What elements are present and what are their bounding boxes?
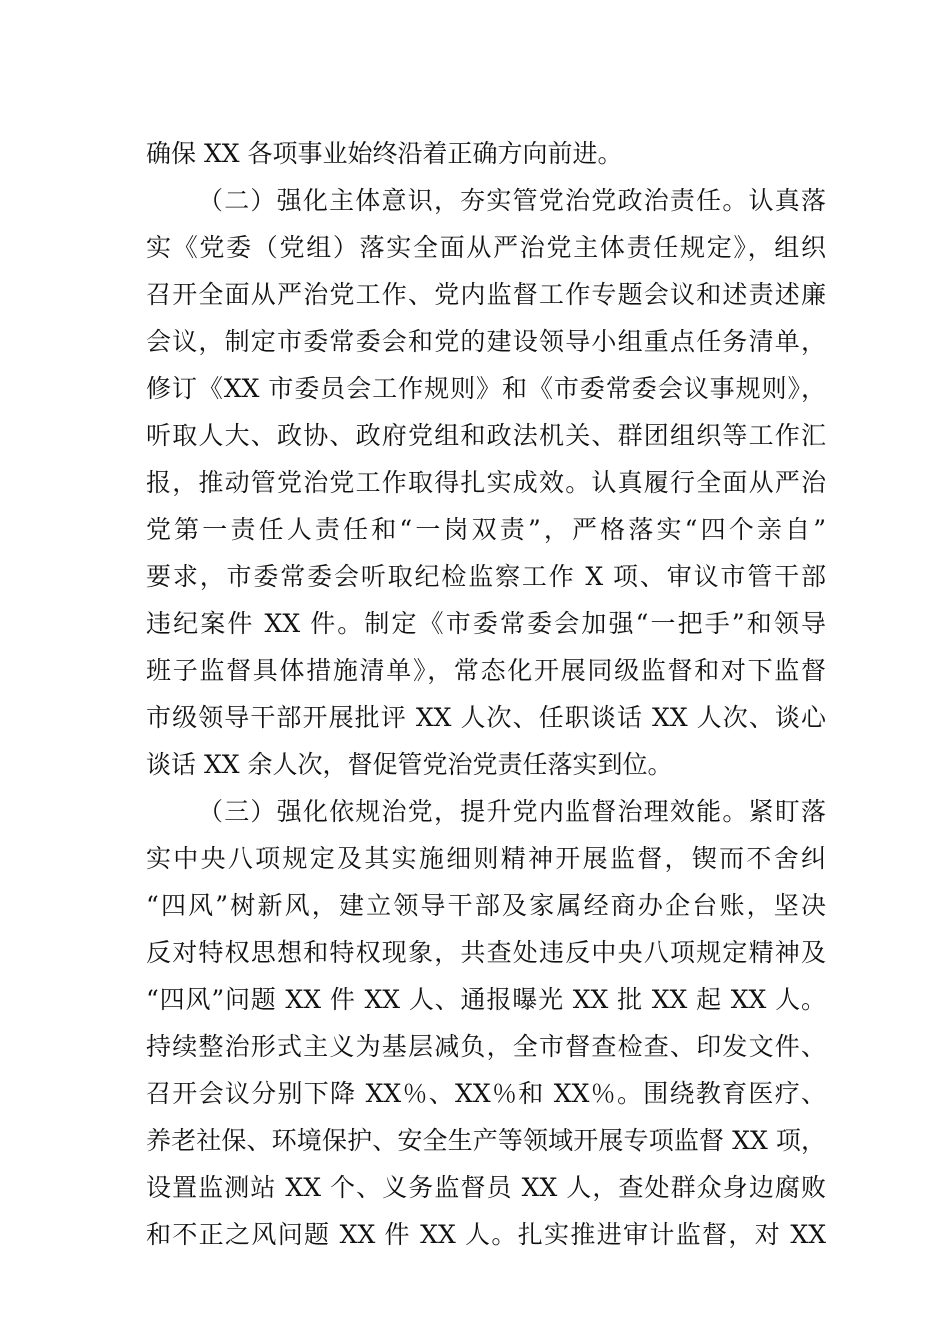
paragraph-heading-2: （二）强化主体意识，夯实管党治党政治责任。认真落 bbox=[198, 186, 826, 215]
body-text bbox=[146, 130, 826, 1258]
paragraph-heading-3: （三）强化依规治党，提升党内监督治理效能。紧盯落 bbox=[198, 797, 826, 826]
text-line: 实《党委（党组）落实全面从严治党主体责任规定》，组织 bbox=[146, 233, 826, 262]
text-line: 养老社保、环境保护、安全生产等领域开展专项监督 XX 项， bbox=[146, 1126, 826, 1155]
text-line: 违纪案件 XX 件。制定《市委常委会加强“一把手”和领导 bbox=[146, 609, 826, 638]
text-line: 市级领导干部开展批评 XX 人次、任职谈话 XX 人次、谈心 bbox=[146, 703, 826, 732]
text-line: “四风”问题 XX 件 XX 人、通报曝光 XX 批 XX 起 XX 人。 bbox=[146, 985, 826, 1014]
text-line: 谈话 XX 余人次，督促管党治党责任落实到位。 bbox=[146, 750, 673, 779]
text-line: 修订《XX 市委员会工作规则》和《市委常委会议事规则》， bbox=[146, 374, 826, 403]
text-line: 听取人大、政协、政府党组和政法机关、群团组织等工作汇 bbox=[146, 421, 826, 450]
text-line: 会议，制定市委常委会和党的建设领导小组重点任务清单， bbox=[146, 327, 826, 356]
text-line: 班子监督具体措施清单》，常态化开展同级监督和对下监督 bbox=[146, 656, 826, 685]
text-line: 确保 XX 各项事业始终沿着正确方向前进。 bbox=[146, 139, 623, 168]
text-line: 召开会议分别下降 XX％、XX％和 XX％。围绕教育医疗、 bbox=[146, 1079, 826, 1108]
text-line: 要求，市委常委会听取纪检监察工作 X 项、审议市管干部 bbox=[146, 562, 826, 591]
text-line: 报，推动管党治党工作取得扎实成效。认真履行全面从严治 bbox=[146, 468, 826, 497]
text-line: 召开全面从严治党工作、党内监督工作专题会议和述责述廉 bbox=[146, 280, 826, 309]
text-line: 和不正之风问题 XX 件 XX 人。扎实推进审计监督，对 XX bbox=[146, 1220, 826, 1249]
text-line: “四风”树新风，建立领导干部及家属经商办企台账，坚决 bbox=[146, 891, 826, 920]
text-line: 持续整治形式主义为基层减负，全市督查检查、印发文件、 bbox=[146, 1032, 826, 1061]
text-line: 党第一责任人责任和“一岗双责”，严格落实“四个亲自” bbox=[146, 515, 826, 544]
text-line: 实中央八项规定及其实施细则精神开展监督，锲而不舍纠 bbox=[146, 844, 826, 873]
text-line: 反对特权思想和特权现象，共查处违反中央八项规定精神及 bbox=[146, 938, 826, 967]
text-line: 设置监测站 XX 个、义务监督员 XX 人，查处群众身边腐败 bbox=[146, 1173, 826, 1202]
